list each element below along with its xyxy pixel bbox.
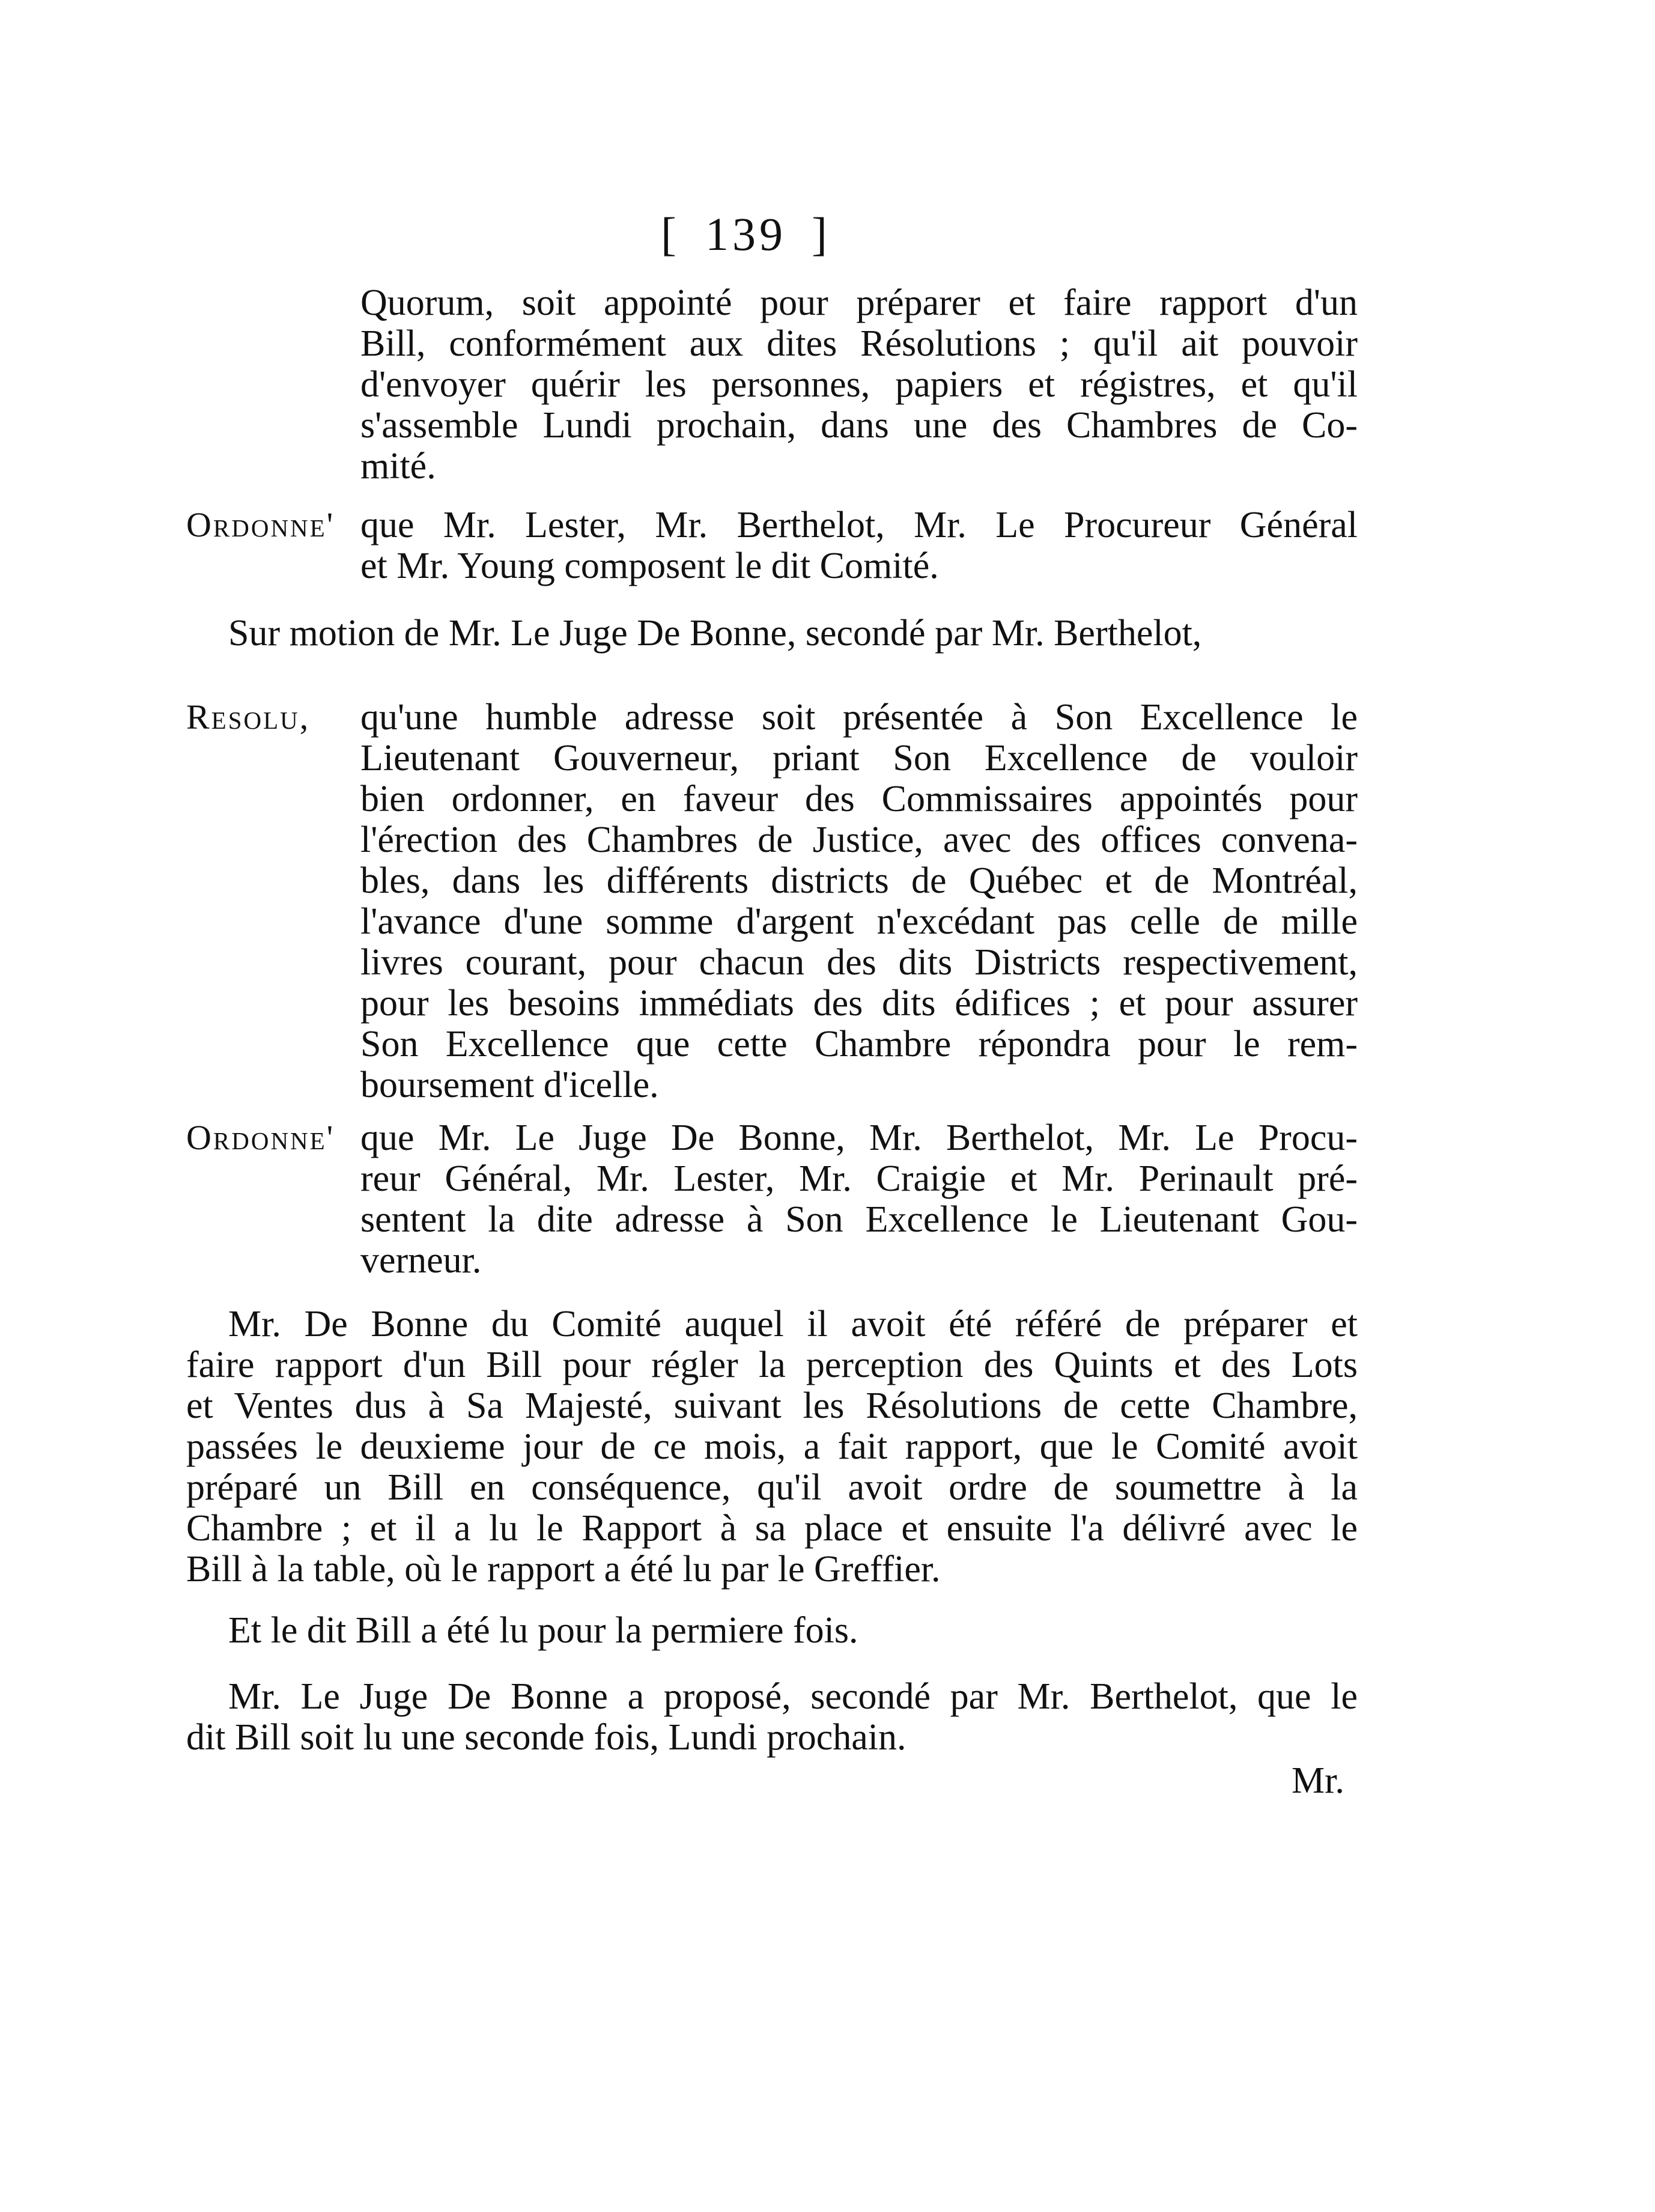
- resolu-lead: [186, 697, 360, 738]
- text-line: Quorum, soit appointé pour préparer et faire rapport d'un: [360, 282, 1358, 323]
- text-line: Et le dit Bill a été lu pour la permiere fois.: [228, 1610, 858, 1651]
- text-line: que Mr. Le Juge De Bonne, Mr. Berthelot, Mr. Le Procu-: [360, 1117, 1358, 1158]
- text-line: Bill, conformément aux dites Résolutions ; qu'il ait pouvoir: [360, 323, 1358, 364]
- text-line: pour les besoins immédiats des dits édifices ; et pour assurer: [360, 983, 1358, 1024]
- text-line: Mr. De Bonne du Comité auquel il avoit été référé de préparer et: [228, 1304, 1358, 1345]
- page-number-open-bracket: [: [661, 208, 680, 260]
- text-line: d'envoyer quérir les personnes, papiers et régistres, et qu'il: [360, 364, 1358, 405]
- text-line: préparé un Bill en conséquence, qu'il avoit ordre de soumettre à la: [186, 1467, 1358, 1508]
- paragraph-quorum-continuation: [360, 282, 1358, 487]
- page-number: [661, 204, 913, 264]
- text-line: reur Général, Mr. Lester, Mr. Craigie et Mr. Perinault pré-: [360, 1158, 1358, 1199]
- text-line: verneur.: [360, 1240, 482, 1281]
- text-line: sentent la dite adresse à Son Excellence le Lieutenant Gou-: [360, 1199, 1358, 1240]
- text-line: bien ordonner, en faveur des Commissaires appointés pour: [360, 779, 1358, 819]
- paragraph-first-reading: [228, 1610, 1358, 1651]
- text-line: l'avance d'une somme d'argent n'excédant pas celle de mille: [360, 901, 1358, 942]
- text-line: Sur motion de Mr. Le Juge De Bonne, secondé par Mr. Berthelot,: [228, 613, 1202, 654]
- resolu-label: Resolu,: [186, 697, 311, 737]
- text-line: livres courant, pour chacun des dits Districts respectivement,: [360, 942, 1358, 983]
- text-line: passées le deuxieme jour de ce mois, a fait rapport, que le Comité avoit: [186, 1426, 1358, 1467]
- text-line: dit Bill soit lu une seconde fois, Lundi prochain.: [186, 1717, 906, 1758]
- page-number-value: 139: [705, 208, 786, 260]
- paragraph-motion: [228, 613, 1358, 654]
- text-line: Chambre ; et il a lu le Rapport à sa place et ensuite l'a délivré avec le: [186, 1508, 1358, 1549]
- catchword: Mr.: [1292, 1760, 1344, 1801]
- paragraph-ordonne-2: [360, 1117, 1358, 1281]
- text-line: Son Excellence que cette Chambre répondra pour le rem-: [360, 1024, 1358, 1065]
- text-line: que Mr. Lester, Mr. Berthelot, Mr. Le Procureur Général: [360, 505, 1358, 545]
- text-line: Bill à la table, où le rapport a été lu par le Greffier.: [186, 1549, 941, 1590]
- text-line: et Mr. Young composent le dit Comité.: [360, 545, 939, 586]
- text-line: qu'une humble adresse soit présentée à Son Excellence le: [360, 697, 1358, 738]
- paragraph-resolu: [360, 697, 1358, 1105]
- ordonne-label: Ordonne': [186, 505, 335, 544]
- page-number-close-bracket: ]: [811, 208, 831, 260]
- text-line: Mr. Le Juge De Bonne a proposé, secondé par Mr. Berthelot, que le: [228, 1676, 1358, 1717]
- ordonne-lead-2: [186, 1117, 360, 1158]
- paragraph-ordonne-1: [360, 505, 1358, 586]
- text-line: mité.: [360, 446, 436, 487]
- ordonne-label: Ordonne': [186, 1118, 335, 1157]
- paragraph-de-bonne-report: [186, 1304, 1358, 1590]
- text-line: l'érection des Chambres de Justice, avec des offices convena-: [360, 819, 1358, 860]
- text-line: et Ventes dus à Sa Majesté, suivant les Résolutions de cette Chambre,: [186, 1385, 1358, 1426]
- text-line: faire rapport d'un Bill pour régler la perception des Quints et des Lots: [186, 1345, 1358, 1385]
- ordonne-lead-1: [186, 505, 360, 545]
- text-line: bles, dans les différents districts de Québec et de Montréal,: [360, 860, 1358, 901]
- text-line: s'assemble Lundi prochain, dans une des Chambres de Co-: [360, 405, 1358, 446]
- text-line: Lieutenant Gouverneur, priant Son Excellence de vouloir: [360, 738, 1358, 779]
- text-line: boursement d'icelle.: [360, 1065, 659, 1105]
- paragraph-second-reading: [186, 1676, 1358, 1758]
